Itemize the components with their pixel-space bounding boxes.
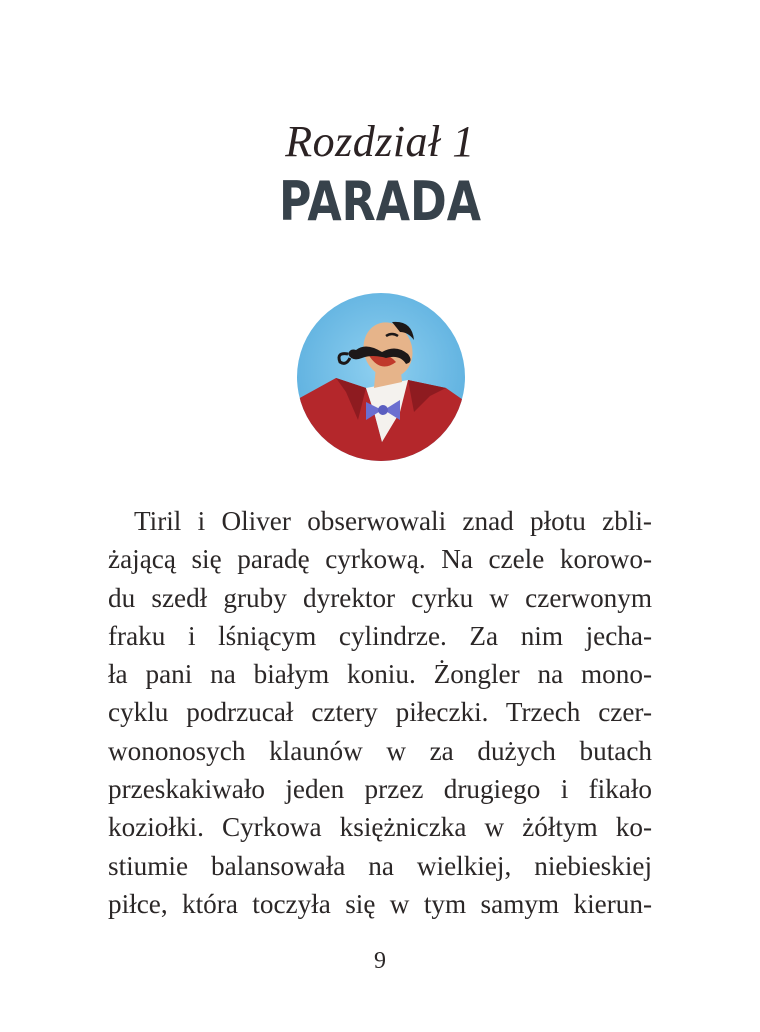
text-line: przeskakiwało jeden przez drugiego i fikało (108, 774, 652, 805)
text-line: cyklu podrzucał cztery piłeczki. Trzech czer- (108, 697, 652, 728)
text-line: koziołki. Cyrkowa księżniczka w żółtym ko- (108, 812, 652, 843)
chapter-label: Rozdział 1 (285, 117, 475, 166)
text-line: piłce, która toczyła się w tym samym kierun- (108, 888, 652, 919)
text-line: żającą się paradę cyrkową. Na czele korowo- (108, 544, 652, 575)
chapter-title: PARADA (278, 170, 482, 233)
ringmaster-icon (296, 292, 466, 462)
text-line: du szedł gruby dyrektor cyrku w czerwonym (108, 582, 652, 613)
text-line: ła pani na białym koniu. Żongler na mono- (108, 659, 652, 690)
body-text (108, 502, 652, 923)
text-line: wononosych klaunów w za dużych butach (108, 735, 652, 766)
text-line: stiumie balansowała na wielkiej, niebieskiej (108, 850, 652, 881)
ringmaster-illustration (296, 292, 466, 462)
text-line: Tiril i Oliver obserwowali znad płotu zbli- (134, 506, 652, 536)
text-line: fraku i lśniącym cylindrze. Za nim jecha- (108, 620, 652, 651)
page-number: 9 (374, 948, 386, 974)
